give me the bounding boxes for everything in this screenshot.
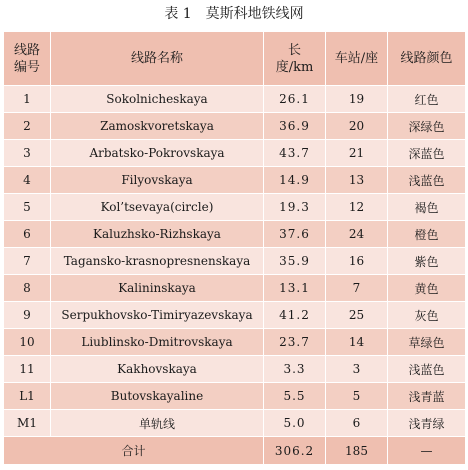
cell-stations: 6 [326, 410, 388, 437]
cell-length: 23.7 [264, 329, 326, 356]
cell-line-name: 单轨线 [51, 410, 264, 437]
cell-line-number: 2 [4, 113, 51, 140]
header-line-color: 线路颜色 [388, 32, 466, 86]
cell-stations: 20 [326, 113, 388, 140]
table-number: 表 1 [164, 6, 192, 22]
table-row [4, 86, 466, 113]
cell-length: 43.7 [264, 140, 326, 167]
cell-line-name: Arbatsko-Pokrovskaya [51, 140, 264, 167]
cell-length: 3.3 [264, 356, 326, 383]
cell-line-number: L1 [4, 383, 51, 410]
cell-line-name: Butovskayaline [51, 383, 264, 410]
table-row [4, 329, 466, 356]
cell-line-color: 褐色 [388, 194, 466, 221]
cell-line-number: 5 [4, 194, 51, 221]
cell-stations: 19 [326, 86, 388, 113]
cell-line-color: 浅青绿 [388, 410, 466, 437]
cell-length: 36.9 [264, 113, 326, 140]
cell-length: 14.9 [264, 167, 326, 194]
cell-length: 5.0 [264, 410, 326, 437]
total-length: 306.2 [264, 437, 326, 465]
total-stations: 185 [326, 437, 388, 465]
header-row [4, 32, 466, 86]
cell-stations: 3 [326, 356, 388, 383]
cell-line-color: 紫色 [388, 248, 466, 275]
cell-line-color: 橙色 [388, 221, 466, 248]
table-caption [0, 0, 468, 30]
cell-line-name: Tagansko-krasnopresnenskaya [51, 248, 264, 275]
table-row [4, 275, 466, 302]
table-row [4, 221, 466, 248]
table-title: 莫斯科地铁线网 [205, 6, 304, 22]
cell-stations: 25 [326, 302, 388, 329]
table-row [4, 113, 466, 140]
cell-line-number: 3 [4, 140, 51, 167]
header-line-name: 线路名称 [51, 32, 264, 86]
cell-line-number: 1 [4, 86, 51, 113]
cell-line-color: 草绿色 [388, 329, 466, 356]
cell-line-color: 红色 [388, 86, 466, 113]
cell-line-name: Zamoskvoretskaya [51, 113, 264, 140]
cell-line-number: M1 [4, 410, 51, 437]
table-row [4, 167, 466, 194]
cell-line-number: 10 [4, 329, 51, 356]
table-row [4, 383, 466, 410]
cell-line-number: 9 [4, 302, 51, 329]
cell-line-number: 7 [4, 248, 51, 275]
cell-stations: 12 [326, 194, 388, 221]
cell-line-color: 浅蓝色 [388, 356, 466, 383]
cell-line-color: 深蓝色 [388, 140, 466, 167]
cell-stations: 21 [326, 140, 388, 167]
total-label: 合计 [4, 437, 264, 465]
table-row [4, 248, 466, 275]
cell-length: 41.2 [264, 302, 326, 329]
table-row [4, 140, 466, 167]
cell-line-number: 4 [4, 167, 51, 194]
cell-line-color: 深绿色 [388, 113, 466, 140]
total-color: — [388, 437, 466, 465]
cell-line-name: Sokolnicheskaya [51, 86, 264, 113]
cell-line-name: Kakhovskaya [51, 356, 264, 383]
cell-line-name: Kol’tsevaya(circle) [51, 194, 264, 221]
cell-length: 26.1 [264, 86, 326, 113]
cell-line-name: Kaluzhsko-Rizhskaya [51, 221, 264, 248]
table-row [4, 410, 466, 437]
cell-stations: 7 [326, 275, 388, 302]
cell-stations: 13 [326, 167, 388, 194]
cell-line-name: Liublinsko-Dmitrovskaya [51, 329, 264, 356]
cell-line-color: 黄色 [388, 275, 466, 302]
header-stations: 车站/座 [326, 32, 388, 86]
table-row [4, 302, 466, 329]
table-row [4, 194, 466, 221]
cell-stations: 16 [326, 248, 388, 275]
header-line-number: 线路编号 [4, 32, 51, 86]
table-row [4, 356, 466, 383]
header-length: 长度/km [264, 32, 326, 86]
cell-length: 13.1 [264, 275, 326, 302]
total-row [4, 437, 466, 465]
cell-length: 35.9 [264, 248, 326, 275]
cell-length: 5.5 [264, 383, 326, 410]
cell-stations: 5 [326, 383, 388, 410]
cell-line-color: 灰色 [388, 302, 466, 329]
cell-line-name: Filyovskaya [51, 167, 264, 194]
cell-line-name: Serpukhovsko-Timiryazevskaya [51, 302, 264, 329]
cell-stations: 24 [326, 221, 388, 248]
cell-stations: 14 [326, 329, 388, 356]
cell-line-color: 浅青蓝 [388, 383, 466, 410]
cell-length: 37.6 [264, 221, 326, 248]
metro-lines-table [3, 31, 466, 465]
cell-length: 19.3 [264, 194, 326, 221]
cell-line-number: 8 [4, 275, 51, 302]
cell-line-number: 6 [4, 221, 51, 248]
cell-line-color: 浅蓝色 [388, 167, 466, 194]
cell-line-number: 11 [4, 356, 51, 383]
cell-line-name: Kalininskaya [51, 275, 264, 302]
